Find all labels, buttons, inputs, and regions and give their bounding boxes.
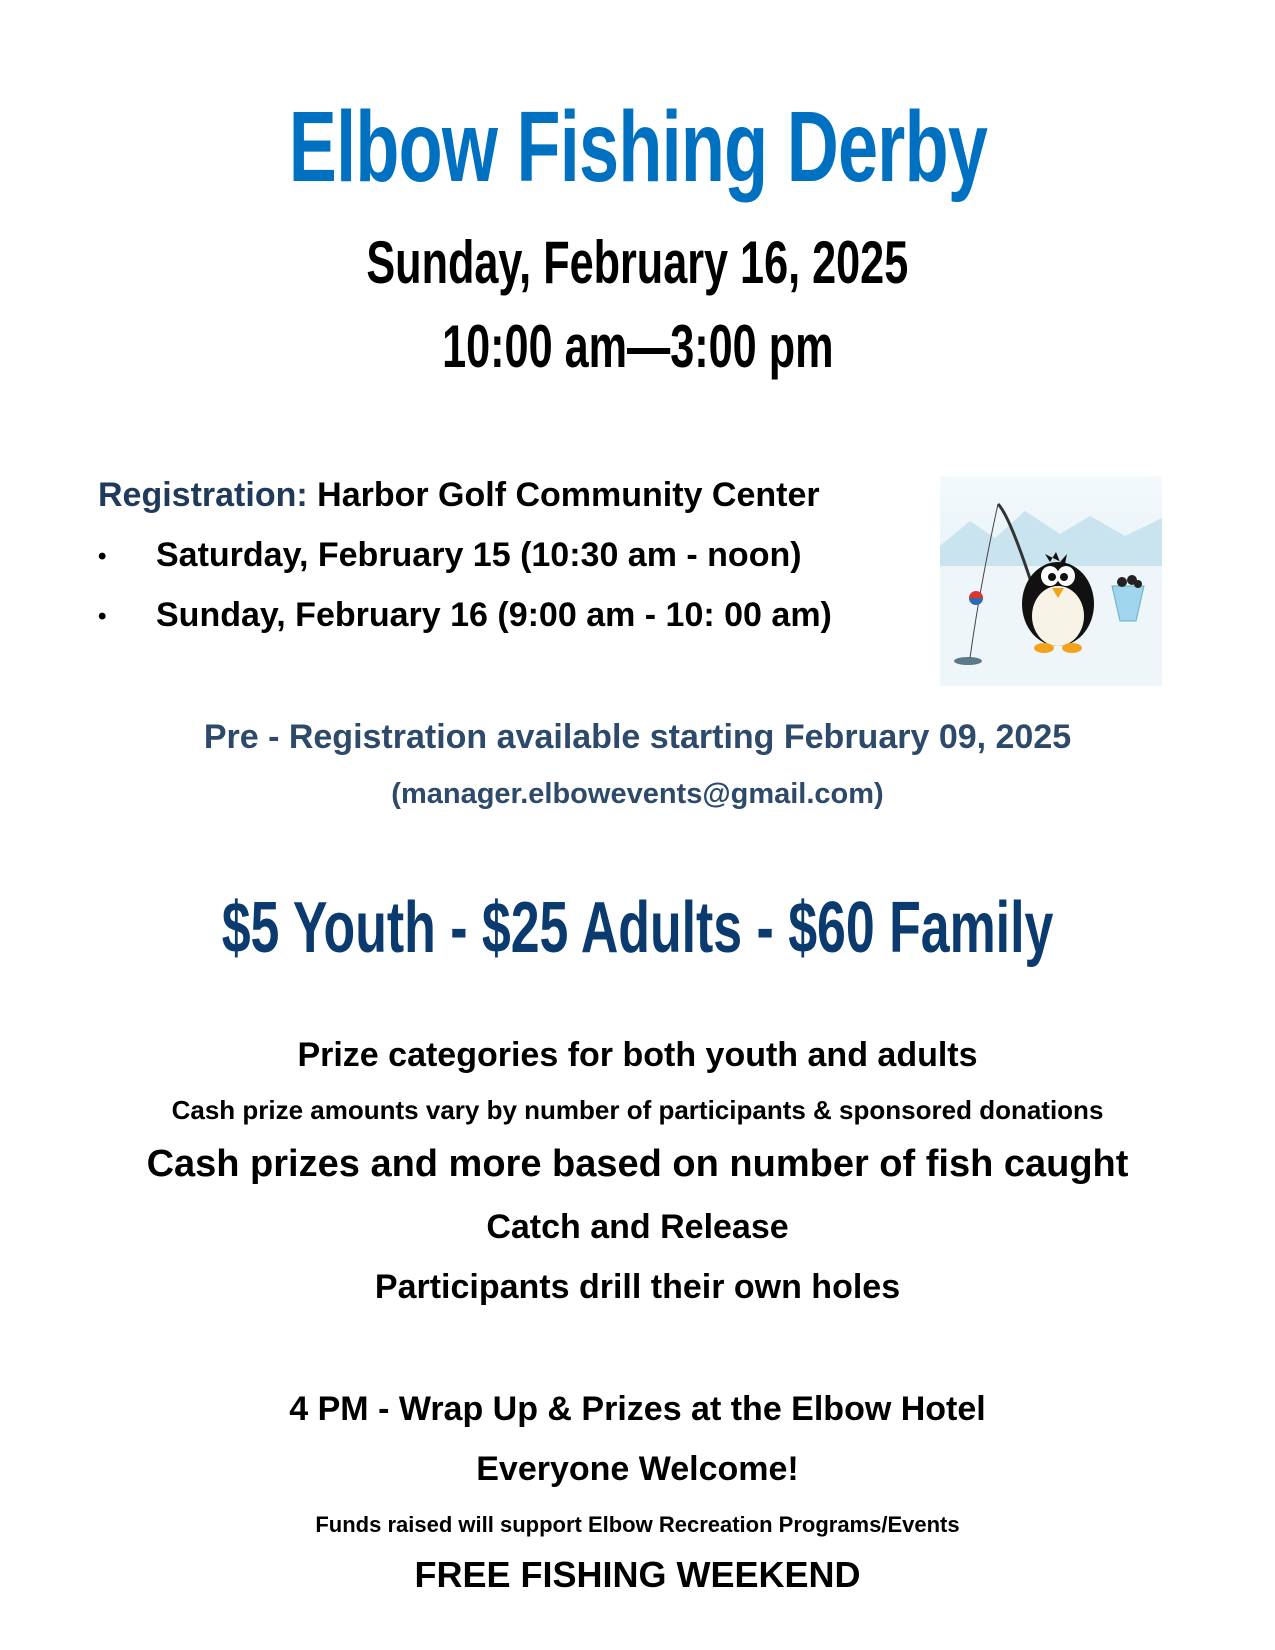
- wrap-up-line: 4 PM - Wrap Up & Prizes at the Elbow Hotel: [289, 1390, 986, 1428]
- event-date: [0, 228, 1275, 298]
- penguin-ice-fishing-icon: [940, 476, 1162, 686]
- registration-session-text: Saturday, February 15 (10:30 am - noon): [156, 536, 802, 574]
- drill-holes-note: Participants drill their own holes: [374, 1268, 901, 1306]
- free-fishing-weekend: FREE FISHING WEEKEND: [414, 1554, 861, 1595]
- event-time: [0, 312, 1275, 382]
- prize-categories: Prize categories for both youth and adults: [297, 1036, 978, 1074]
- pricing-text: $5 Youth - $25 Adults - $60 Family: [221, 888, 1054, 968]
- event-title-text: Elbow Fishing Derby: [288, 91, 987, 203]
- cash-prizes-line: Cash prizes and more based on number of fish caught: [146, 1143, 1129, 1185]
- cash-vary-note: Cash prize amounts vary by number of participants & sponsored donations: [171, 1095, 1104, 1125]
- registration-session-item: [98, 596, 832, 635]
- pricing: [0, 888, 1275, 968]
- welcome-line: Everyone Welcome!: [476, 1450, 799, 1488]
- funds-note: Funds raised will support Elbow Recreation Programs/Events: [315, 1512, 960, 1537]
- registration-location: Harbor Golf Community Center: [317, 476, 820, 514]
- registration-line: [98, 476, 820, 515]
- pre-registration-email: (manager.elbowevents@gmail.com): [391, 778, 884, 810]
- registration-session-text: Sunday, February 16 (9:00 am - 10: 00 am): [156, 596, 832, 634]
- registration-session-item: [98, 536, 802, 575]
- pre-registration-text: Pre - Registration available starting February 09, 2025: [203, 718, 1072, 756]
- event-time-text: 10:00 am—3:00 pm: [441, 313, 834, 380]
- event-date-text: Sunday, February 16, 2025: [366, 229, 909, 296]
- catch-and-release: Catch and Release: [486, 1208, 789, 1246]
- registration-label: Registration:: [98, 476, 308, 514]
- bullet-icon: •: [98, 603, 107, 631]
- event-title: [0, 92, 1275, 202]
- bullet-icon: •: [98, 543, 107, 571]
